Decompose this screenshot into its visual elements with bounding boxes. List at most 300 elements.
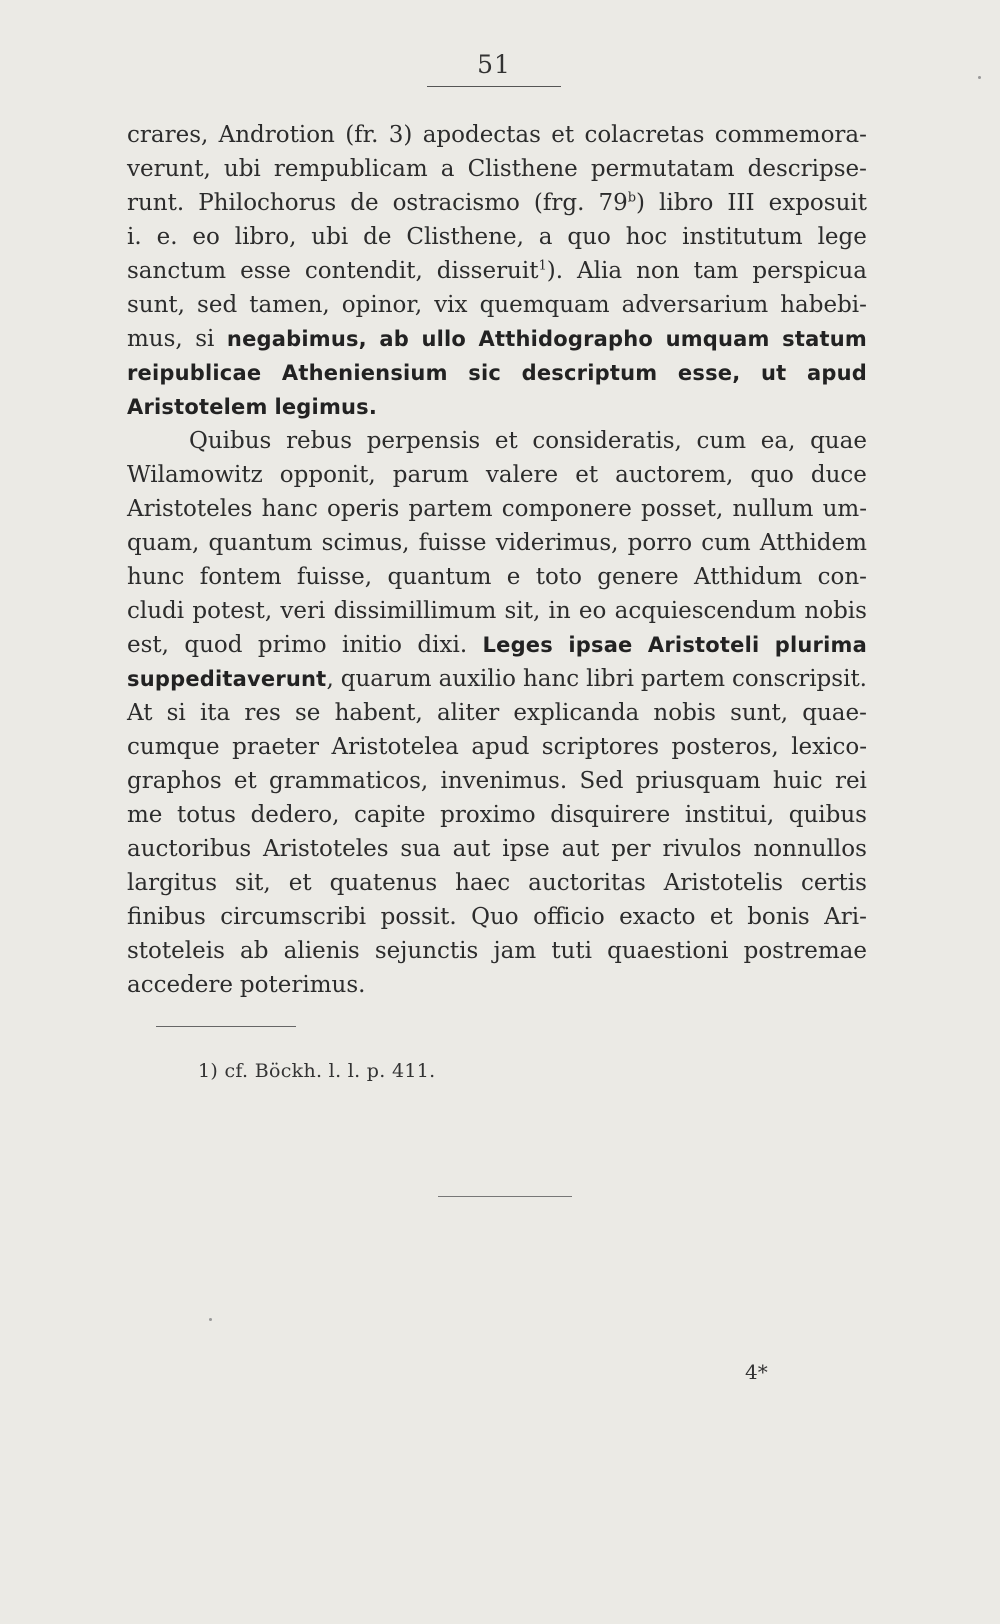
word-part: potest, xyxy=(192,598,273,624)
word xyxy=(761,356,786,390)
word-part: Aristoteles xyxy=(127,496,253,522)
word xyxy=(823,492,867,526)
bottom-rule xyxy=(438,1196,572,1197)
word xyxy=(232,730,319,764)
word xyxy=(682,220,803,254)
text-line xyxy=(127,390,867,424)
word-part: 3) xyxy=(388,122,413,148)
word xyxy=(701,526,751,560)
word xyxy=(810,424,867,458)
word xyxy=(367,424,480,458)
word-part: sua xyxy=(400,836,441,862)
word xyxy=(127,866,217,900)
text-line xyxy=(127,968,867,1002)
word-part: et xyxy=(288,870,312,896)
word-part: perpensis xyxy=(366,428,481,454)
word xyxy=(251,798,340,832)
word xyxy=(441,152,455,186)
word-part: partem xyxy=(640,666,726,692)
word xyxy=(127,254,226,288)
word-part: Quibus xyxy=(189,428,272,454)
text-line xyxy=(127,662,867,696)
word-part: lege xyxy=(817,224,867,250)
word-part: veri xyxy=(280,598,326,624)
word-part: si xyxy=(166,700,186,726)
word-part: Clisthene, xyxy=(406,224,524,250)
word xyxy=(274,152,428,186)
text-line xyxy=(127,322,867,356)
word xyxy=(437,696,499,730)
word xyxy=(235,866,271,900)
word xyxy=(591,152,735,186)
word-part: Aristoteli xyxy=(647,633,760,657)
word-part: operis xyxy=(327,496,400,522)
word xyxy=(507,560,521,594)
word-part: ipse xyxy=(502,836,550,862)
word-part: permutatam xyxy=(590,156,735,182)
word-part: fuisse xyxy=(418,530,487,556)
word xyxy=(575,458,598,492)
word-part: initio xyxy=(342,632,403,658)
word xyxy=(615,594,797,628)
word-part: cum xyxy=(701,530,751,556)
word xyxy=(297,560,372,594)
word-part: et xyxy=(233,768,257,794)
word xyxy=(694,254,739,288)
word xyxy=(127,628,169,662)
word-part: quod xyxy=(184,632,243,658)
word xyxy=(562,832,600,866)
word-part: i. xyxy=(127,224,142,250)
word-part: parum xyxy=(392,462,469,488)
word xyxy=(127,288,185,322)
word-part: si xyxy=(195,326,215,352)
word-part: Atthidem xyxy=(759,530,867,556)
word xyxy=(195,322,214,356)
word-part: fuisse, xyxy=(296,564,373,590)
word xyxy=(653,696,716,730)
word-part: ipsae xyxy=(568,633,633,657)
word-part: e. xyxy=(156,224,178,250)
word-part: scimus, xyxy=(321,530,410,556)
word xyxy=(471,900,519,934)
word-part: huic xyxy=(772,768,823,794)
word xyxy=(177,798,236,832)
word xyxy=(523,662,579,696)
word xyxy=(495,424,518,458)
footnote: 1) cf. Böckh. l. l. p. 411. xyxy=(198,1060,436,1082)
word-part: quo xyxy=(567,224,611,250)
word xyxy=(622,288,769,322)
word-part: Atheniensium xyxy=(281,361,448,385)
word-part: componere xyxy=(501,496,632,522)
word xyxy=(240,934,268,968)
word xyxy=(636,764,761,798)
word-part: finibus xyxy=(127,904,206,930)
word xyxy=(423,118,541,152)
word xyxy=(753,832,866,866)
word xyxy=(579,594,606,628)
word xyxy=(262,492,318,526)
word xyxy=(389,118,413,152)
word-part: hunc xyxy=(127,564,185,590)
word xyxy=(439,662,516,696)
word xyxy=(455,866,510,900)
word-part: exacto xyxy=(619,904,696,930)
text-line xyxy=(127,186,867,220)
word-part: ab xyxy=(379,327,409,351)
word xyxy=(331,730,458,764)
word-part: auctorem, xyxy=(615,462,734,488)
word-part: consideratis, xyxy=(532,428,682,454)
word-part: circumscribi xyxy=(220,904,367,930)
word xyxy=(437,254,563,288)
word-part: postremae xyxy=(743,938,867,964)
word-part: duce xyxy=(810,462,867,488)
word-part: auctoritas xyxy=(528,870,646,896)
word-part: per xyxy=(611,836,651,862)
word xyxy=(127,934,225,968)
word xyxy=(626,220,668,254)
word-part: sejunctis xyxy=(374,938,479,964)
text-line xyxy=(127,254,867,288)
word xyxy=(752,254,867,288)
word xyxy=(775,628,867,662)
word-part: certis xyxy=(801,870,867,896)
word-part: libri xyxy=(586,666,634,692)
word-part: habent, xyxy=(334,700,423,726)
word-part: (fr. xyxy=(345,122,379,148)
text-line xyxy=(127,594,867,628)
word-part: fontem xyxy=(199,564,282,590)
word-part: proximo xyxy=(440,802,536,828)
word xyxy=(502,832,550,866)
word-part: sunt, xyxy=(730,700,789,726)
text-line xyxy=(127,628,867,662)
word-part: negabimus, xyxy=(226,327,367,351)
word-part: de xyxy=(363,224,392,250)
word xyxy=(471,730,529,764)
word xyxy=(769,186,867,220)
word-part: Atthidum xyxy=(694,564,803,590)
signature-mark: 4* xyxy=(745,1360,768,1384)
word-part: et xyxy=(575,462,599,488)
word-part: et xyxy=(709,904,733,930)
word-part: praeter xyxy=(232,734,320,760)
word-part: umquam xyxy=(665,327,770,351)
word xyxy=(127,832,251,866)
word xyxy=(240,254,291,288)
word-part: ullo xyxy=(421,327,467,351)
word-part: descripse- xyxy=(747,156,867,182)
word xyxy=(773,764,823,798)
word-part: Philochorus xyxy=(198,190,337,216)
word xyxy=(662,832,741,866)
word xyxy=(505,594,541,628)
word xyxy=(536,560,582,594)
word-part: quam, xyxy=(127,530,200,556)
word-part: suppeditaverunt xyxy=(127,667,327,691)
word-part: Ari- xyxy=(824,904,867,930)
word-part: ita xyxy=(199,700,231,726)
word xyxy=(408,492,492,526)
word-part: um- xyxy=(822,496,867,522)
text-line xyxy=(127,832,867,866)
word-part: runt. xyxy=(127,190,185,216)
word-part: graphos xyxy=(127,768,222,794)
word xyxy=(286,424,352,458)
word xyxy=(619,900,695,934)
page-number: 51 xyxy=(477,50,511,79)
word-part: apud xyxy=(471,734,530,760)
word-part: quantum xyxy=(208,530,313,556)
word xyxy=(127,764,222,798)
word xyxy=(678,356,740,390)
word xyxy=(440,764,567,798)
word xyxy=(493,934,536,968)
word-part: verunt, xyxy=(127,156,211,182)
word xyxy=(220,900,366,934)
word-part: contendit, xyxy=(304,258,423,284)
word-part: legimus. xyxy=(274,395,378,419)
text-line xyxy=(127,492,867,526)
word-part: in xyxy=(548,598,571,624)
word xyxy=(549,594,571,628)
word-part: sit, xyxy=(235,870,271,896)
word xyxy=(350,186,378,220)
word-part: cludi xyxy=(127,598,185,624)
text-line xyxy=(127,458,867,492)
text-line xyxy=(127,798,867,832)
word xyxy=(615,458,733,492)
word-part: cumque xyxy=(127,734,220,760)
word-part: de xyxy=(350,190,379,216)
word-part: quae xyxy=(810,428,867,454)
word xyxy=(127,526,199,560)
word-part: totus xyxy=(177,802,236,828)
word xyxy=(127,968,233,1002)
word xyxy=(811,458,867,492)
word-part: posteros, xyxy=(671,734,779,760)
word xyxy=(568,628,632,662)
word xyxy=(127,662,334,696)
word-part: se xyxy=(294,700,321,726)
word-part: invenimus. xyxy=(440,768,568,794)
word-part: sunt, xyxy=(127,292,185,318)
word-part: sed xyxy=(197,292,238,318)
word-part: quibus xyxy=(788,802,867,828)
word xyxy=(835,764,867,798)
footnote-rule xyxy=(156,1026,296,1027)
word xyxy=(586,662,634,696)
word-part: jam xyxy=(493,938,537,964)
word xyxy=(659,186,713,220)
word xyxy=(567,220,610,254)
word xyxy=(330,866,438,900)
word-part: Leges xyxy=(482,633,553,657)
word-part: At xyxy=(127,700,153,726)
word xyxy=(127,458,263,492)
word-part: genere xyxy=(597,564,679,590)
word-part: dedero, xyxy=(250,802,340,828)
word xyxy=(406,220,524,254)
word xyxy=(354,798,426,832)
word-part: perspicua xyxy=(752,258,867,284)
word xyxy=(322,526,410,560)
text-line xyxy=(127,526,867,560)
word-part: opinor, xyxy=(341,292,423,318)
word xyxy=(249,288,330,322)
word-part: eo xyxy=(578,598,607,624)
word-part: apodectas xyxy=(422,122,541,148)
word xyxy=(342,628,402,662)
word xyxy=(342,288,422,322)
word xyxy=(550,798,670,832)
word xyxy=(730,696,788,730)
word xyxy=(648,628,759,662)
word xyxy=(200,696,230,730)
word xyxy=(284,934,360,968)
text-line xyxy=(127,900,867,934)
word-part: descriptum xyxy=(521,361,658,385)
word-part: tuti xyxy=(551,938,592,964)
word xyxy=(127,356,261,390)
word xyxy=(694,560,802,594)
word-part: Aristotelem xyxy=(127,395,268,419)
word xyxy=(666,322,770,356)
word-part: largitus xyxy=(127,870,218,896)
word xyxy=(551,118,574,152)
word-part: sit, xyxy=(504,598,541,624)
word-part: dixi. xyxy=(417,632,468,658)
word xyxy=(400,832,440,866)
word xyxy=(345,118,378,152)
word xyxy=(127,798,162,832)
word xyxy=(804,594,867,628)
text-line xyxy=(127,696,867,730)
word-part: a xyxy=(538,224,553,250)
word-part: Clisthene xyxy=(467,156,578,182)
word-part: Aristotelis xyxy=(663,870,784,896)
word xyxy=(157,220,178,254)
word xyxy=(685,798,774,832)
text-line xyxy=(127,356,867,390)
word-part: ubi xyxy=(311,224,349,250)
word-part: rempublicam xyxy=(273,156,428,182)
word-part: (frg. xyxy=(533,190,585,216)
word xyxy=(127,118,208,152)
word xyxy=(419,526,487,560)
word xyxy=(387,560,491,594)
word-part: tamen, xyxy=(249,292,330,318)
text-line xyxy=(127,152,867,186)
word xyxy=(393,458,469,492)
word xyxy=(641,492,723,526)
word xyxy=(791,730,867,764)
word-part: viderimus, xyxy=(495,530,619,556)
word xyxy=(440,798,536,832)
word-part: Sed xyxy=(579,768,624,794)
word-part: 79 xyxy=(598,190,628,216)
word xyxy=(715,118,867,152)
word-part: res xyxy=(244,700,281,726)
word xyxy=(636,254,679,288)
word-part: capite xyxy=(353,802,426,828)
word-part: Quo xyxy=(471,904,519,930)
word xyxy=(496,526,619,560)
word-part: aut xyxy=(452,836,491,862)
word xyxy=(697,424,747,458)
word xyxy=(532,424,681,458)
word-part: sic xyxy=(468,361,502,385)
word xyxy=(818,560,867,594)
word xyxy=(417,628,467,662)
word-part: con- xyxy=(817,564,867,590)
word-part: Wilamowitz xyxy=(127,462,263,488)
word xyxy=(334,594,497,628)
word xyxy=(234,764,257,798)
word-part: nobis xyxy=(804,598,867,624)
text-line xyxy=(127,764,867,798)
word-part: , xyxy=(326,666,334,692)
word xyxy=(486,458,558,492)
word xyxy=(244,696,280,730)
word-part: me xyxy=(127,802,163,828)
word-part: stoteleis xyxy=(127,938,225,964)
word-part: quae- xyxy=(802,700,867,726)
word-part: hoc xyxy=(625,224,668,250)
word xyxy=(127,322,183,356)
text-line xyxy=(127,934,867,968)
word-part: porro xyxy=(627,530,693,556)
word xyxy=(468,152,578,186)
word xyxy=(534,186,585,220)
word xyxy=(280,594,325,628)
word xyxy=(802,696,867,730)
word xyxy=(305,254,423,288)
word-part: priusquam xyxy=(635,768,761,794)
word-part: e xyxy=(506,564,521,590)
word xyxy=(748,152,867,186)
word xyxy=(209,526,313,560)
word-part: nonnullos xyxy=(753,836,867,862)
word xyxy=(189,424,271,458)
word-part: nullum xyxy=(732,496,814,522)
word xyxy=(607,934,728,968)
word xyxy=(672,730,779,764)
text-line xyxy=(127,424,867,458)
word xyxy=(379,322,409,356)
word xyxy=(269,764,428,798)
text-line xyxy=(127,220,867,254)
word-part: valere xyxy=(485,462,559,488)
word xyxy=(789,798,867,832)
word xyxy=(258,628,327,662)
word xyxy=(393,186,520,220)
word-part: quemquam xyxy=(479,292,610,318)
word-part: scriptores xyxy=(541,734,660,760)
word-part: quantum xyxy=(387,564,492,590)
word xyxy=(167,696,186,730)
word xyxy=(513,696,639,730)
body-text xyxy=(127,118,867,1002)
word xyxy=(760,526,867,560)
word xyxy=(311,220,348,254)
word xyxy=(807,356,867,390)
word-part: nobis xyxy=(653,700,716,726)
word-part: bonis xyxy=(747,904,810,930)
word-part: ostracismo xyxy=(392,190,520,216)
